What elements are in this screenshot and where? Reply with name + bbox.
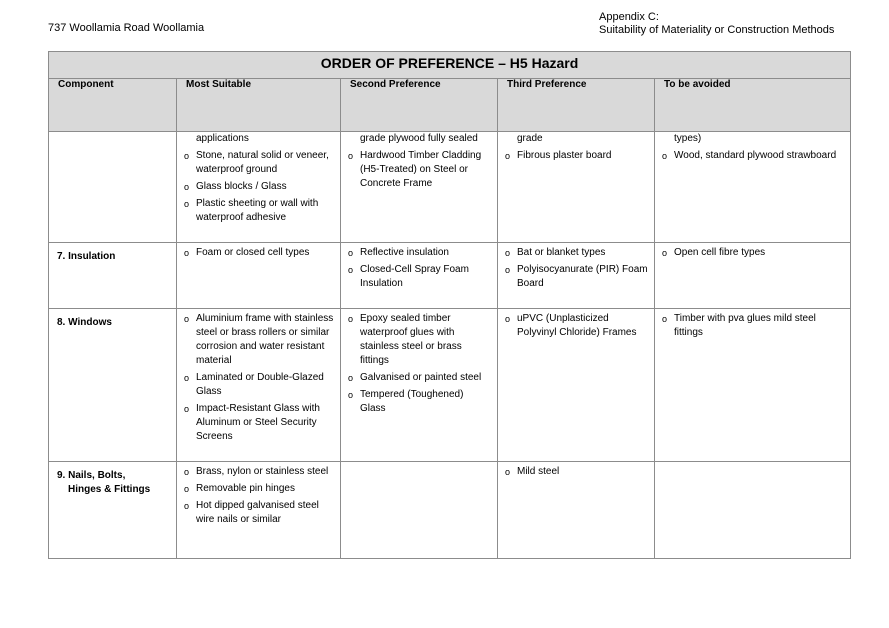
list-item: o Removable pin hinges <box>184 482 334 496</box>
appendix-label: Appendix C: <box>599 11 659 23</box>
list-item: o Galvanised or painted steel <box>348 371 491 385</box>
second-preference-empty-cell <box>341 462 498 559</box>
component-label-line2: Hinges & Fittings <box>68 484 151 495</box>
list-item: o Laminated or Double-Glazed Glass <box>184 371 334 399</box>
column-header-second-preference: Second Preference <box>341 79 498 132</box>
table-row-nails-bolts <box>49 462 851 559</box>
to-be-avoided-list <box>655 132 850 163</box>
list-item: o Polyisocyanurate (PIR) Foam Board <box>505 263 648 291</box>
third-preference-list <box>498 132 654 163</box>
column-header-to-be-avoided: To be avoided <box>655 79 851 132</box>
list-item: o Hardwood Timber Cladding (H5-Treated) on Steel or Concrete Frame <box>348 149 491 191</box>
most-suitable-list <box>177 246 340 260</box>
second-preference-list <box>341 312 497 416</box>
list-item: o Open cell fibre types <box>662 246 844 260</box>
table-row-continued <box>49 132 851 243</box>
table-title: ORDER OF PREFERENCE – H5 Hazard <box>49 52 851 79</box>
list-item: o Impact-Resistant Glass with Aluminum or Steel Security Screens <box>184 402 334 444</box>
list-item: o Bat or blanket types <box>505 246 648 260</box>
list-item: o Mild steel <box>505 465 648 479</box>
most-suitable-list <box>177 465 340 527</box>
list-item: grade plywood fully sealed <box>360 133 478 144</box>
list-item: o Tempered (Toughened) Glass <box>348 388 491 416</box>
most-suitable-list <box>177 312 340 444</box>
component-cell <box>49 462 177 559</box>
to-be-avoided-list <box>655 246 850 260</box>
list-item: o Stone, natural solid or veneer, waterproof ground <box>184 149 334 177</box>
list-item: o Closed-Cell Spray Foam Insulation <box>348 263 491 291</box>
component-cell <box>49 132 177 243</box>
list-item: o Fibrous plaster board <box>505 149 648 163</box>
list-item: o Epoxy sealed timber waterproof glues with stainless steel or brass fittings <box>348 312 491 368</box>
list-item: o Timber with pva glues mild steel fittings <box>662 312 844 340</box>
list-item: o Brass, nylon or stainless steel <box>184 465 334 479</box>
list-item: o Hot dipped galvanised steel wire nails or similar <box>184 499 334 527</box>
list-item: o Foam or closed cell types <box>184 246 334 260</box>
most-suitable-list <box>177 132 340 225</box>
component-label-line1: 9. Nails, Bolts, <box>57 470 126 481</box>
to-be-avoided-empty-cell <box>655 462 851 559</box>
list-item: applications <box>196 133 249 144</box>
table-row-windows <box>49 309 851 462</box>
column-header-most-suitable: Most Suitable <box>177 79 341 132</box>
list-item: o Plastic sheeting or wall with waterproof adhesive <box>184 197 334 225</box>
list-item: o uPVC (Unplasticized Polyvinyl Chloride) Frames <box>505 312 648 340</box>
appendix-subtitle: Suitability of Materiality or Construction Methods <box>599 24 835 36</box>
third-preference-list <box>498 246 654 291</box>
appendix-title <box>599 11 834 37</box>
list-item: o Reflective insulation <box>348 246 491 260</box>
list-item: o Aluminium frame with stainless steel or brass rollers or similar corrosion and water resistant material <box>184 312 334 368</box>
component-cell: 8. Windows <box>49 309 177 462</box>
second-preference-list <box>341 132 497 191</box>
list-item: grade <box>517 133 543 144</box>
second-preference-list <box>341 246 497 291</box>
third-preference-list <box>498 312 654 340</box>
third-preference-list <box>498 465 654 479</box>
document-address: 737 Woollamia Road Woollamia <box>48 22 205 34</box>
column-header-component: Component <box>49 79 177 132</box>
list-item: o Wood, standard plywood strawboard <box>662 149 844 163</box>
preference-table <box>48 51 851 559</box>
component-cell: 7. Insulation <box>49 243 177 309</box>
to-be-avoided-list <box>655 312 850 340</box>
table-row-insulation <box>49 243 851 309</box>
list-item: o Glass blocks / Glass <box>184 180 334 194</box>
list-item: types) <box>674 133 702 144</box>
column-header-third-preference: Third Preference <box>498 79 655 132</box>
